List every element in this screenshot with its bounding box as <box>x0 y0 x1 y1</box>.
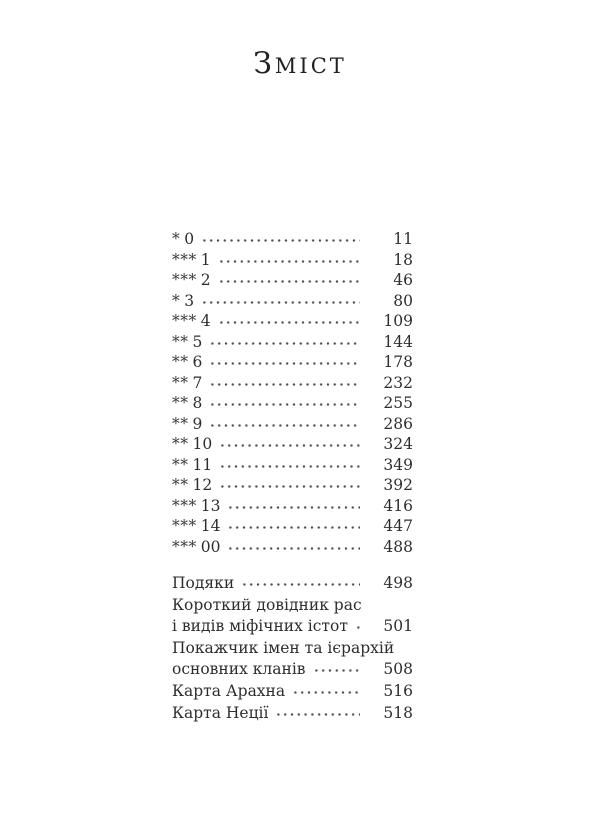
entry-last-line-text: Карта Неції <box>172 704 269 722</box>
dot-leader <box>209 422 360 429</box>
chapter-stars: *** <box>172 517 197 535</box>
chapter-number: 4 <box>200 312 211 330</box>
page-number: 516 <box>383 682 413 700</box>
chapter-number: 14 <box>200 517 221 535</box>
page-number: 109 <box>383 312 413 330</box>
entry-line: Покажчик імен та ієрархій <box>172 639 395 657</box>
chapter-stars: ** <box>172 476 189 494</box>
chapter-toc-entry <box>172 455 413 476</box>
dot-leader <box>209 360 360 367</box>
chapter-stars: ** <box>172 394 189 412</box>
chapter-number: 1 <box>200 250 211 269</box>
page-number: 80 <box>393 291 413 310</box>
page-number: 255 <box>383 394 413 412</box>
chapter-number: 0 <box>184 230 195 248</box>
chapter-stars: *** <box>172 312 197 330</box>
dot-leader <box>355 624 360 631</box>
page-number: 18 <box>393 250 413 269</box>
chapter-stars: *** <box>172 537 197 556</box>
entry-last-line <box>172 659 413 680</box>
page-number: 178 <box>383 353 413 371</box>
dot-leader <box>218 258 360 265</box>
chapter-toc-entry <box>172 393 413 414</box>
chapter-number: 2 <box>200 271 211 289</box>
entry-last-line-text: Карта Арахна <box>172 682 286 700</box>
page-number: 447 <box>383 517 413 535</box>
entry-last-line-text: і видів міфічних істот <box>172 617 348 635</box>
chapter-toc-entry <box>172 434 413 455</box>
entry-last-line <box>172 616 413 637</box>
entry-last-line <box>172 681 413 702</box>
page-number: 324 <box>383 435 413 453</box>
chapter-toc-entry <box>172 229 413 250</box>
chapter-toc-entry <box>172 291 413 312</box>
back-matter-entry <box>172 638 413 680</box>
dot-leader <box>292 689 360 696</box>
entry-last-line <box>172 573 413 594</box>
page-number: 508 <box>383 660 413 678</box>
chapter-toc-entry <box>172 496 413 517</box>
dot-leader <box>218 278 360 285</box>
page-number: 11 <box>393 230 413 248</box>
page-number: 392 <box>383 476 413 494</box>
dot-leader <box>209 340 360 347</box>
dot-leader <box>275 711 360 718</box>
page-number: 416 <box>383 496 413 515</box>
page-number: 349 <box>383 455 413 474</box>
back-matter-entry <box>172 573 413 594</box>
chapter-number: 9 <box>192 414 203 433</box>
back-matter-entry <box>172 703 413 724</box>
chapter-number: 5 <box>192 332 203 351</box>
chapter-stars: *** <box>172 271 197 289</box>
chapter-stars: * <box>172 230 181 248</box>
dot-leader <box>219 463 360 470</box>
page-title: Зміст <box>253 46 347 81</box>
entry-line: Короткий довідник рас <box>172 596 362 614</box>
dot-leader <box>218 319 360 326</box>
back-matter-list <box>172 573 413 724</box>
entry-last-line <box>172 703 413 724</box>
back-matter-entry <box>172 681 413 702</box>
entry-lines <box>172 595 413 616</box>
entry-last-line-text: Подяки <box>172 574 235 592</box>
dot-leader <box>241 581 360 588</box>
page-number: 488 <box>383 537 413 556</box>
toc-content <box>172 229 413 724</box>
chapter-toc-entry <box>172 373 413 394</box>
chapter-number: 8 <box>192 394 203 412</box>
chapter-stars: ** <box>172 332 189 351</box>
page-number: 498 <box>383 574 413 592</box>
chapter-number: 3 <box>184 291 195 310</box>
chapter-number: 12 <box>192 476 213 494</box>
dot-leader <box>201 237 360 244</box>
dot-leader <box>219 442 360 449</box>
chapter-stars: * <box>172 291 181 310</box>
chapter-toc-entry <box>172 516 413 537</box>
dot-leader <box>209 381 360 388</box>
dot-leader <box>313 667 360 674</box>
chapter-stars: *** <box>172 496 197 515</box>
chapter-toc-entry <box>172 332 413 353</box>
page-number: 144 <box>383 332 413 351</box>
page-number: 286 <box>383 414 413 433</box>
chapter-number: 00 <box>200 537 221 556</box>
page-number: 232 <box>383 373 413 392</box>
chapter-number: 7 <box>192 373 203 392</box>
chapter-toc-entry <box>172 537 413 558</box>
dot-leader <box>219 483 360 490</box>
chapter-toc-entry <box>172 311 413 332</box>
chapter-toc-entry <box>172 414 413 435</box>
chapter-toc-entry <box>172 352 413 373</box>
chapter-stars: ** <box>172 373 189 392</box>
dot-leader <box>209 401 360 408</box>
chapter-stars: ** <box>172 435 189 453</box>
chapter-toc-entry <box>172 250 413 271</box>
entry-last-line-text: основних кланів <box>172 660 306 678</box>
chapter-number: 10 <box>192 435 213 453</box>
dot-leader <box>201 299 360 306</box>
chapter-stars: *** <box>172 250 197 269</box>
chapter-number: 6 <box>192 353 203 371</box>
page-number: 501 <box>383 617 413 635</box>
page-number: 518 <box>383 704 413 722</box>
dot-leader <box>227 504 360 511</box>
chapter-list <box>172 229 413 557</box>
back-matter-entry <box>172 595 413 637</box>
chapter-stars: ** <box>172 353 189 371</box>
chapter-stars: ** <box>172 414 189 433</box>
chapter-toc-entry <box>172 475 413 496</box>
chapter-stars: ** <box>172 455 189 474</box>
entry-lines <box>172 638 413 659</box>
chapter-number: 13 <box>200 496 221 515</box>
dot-leader <box>227 524 360 531</box>
page-number: 46 <box>393 271 413 289</box>
chapter-toc-entry <box>172 270 413 291</box>
dot-leader <box>227 545 360 552</box>
chapter-number: 11 <box>192 455 213 474</box>
